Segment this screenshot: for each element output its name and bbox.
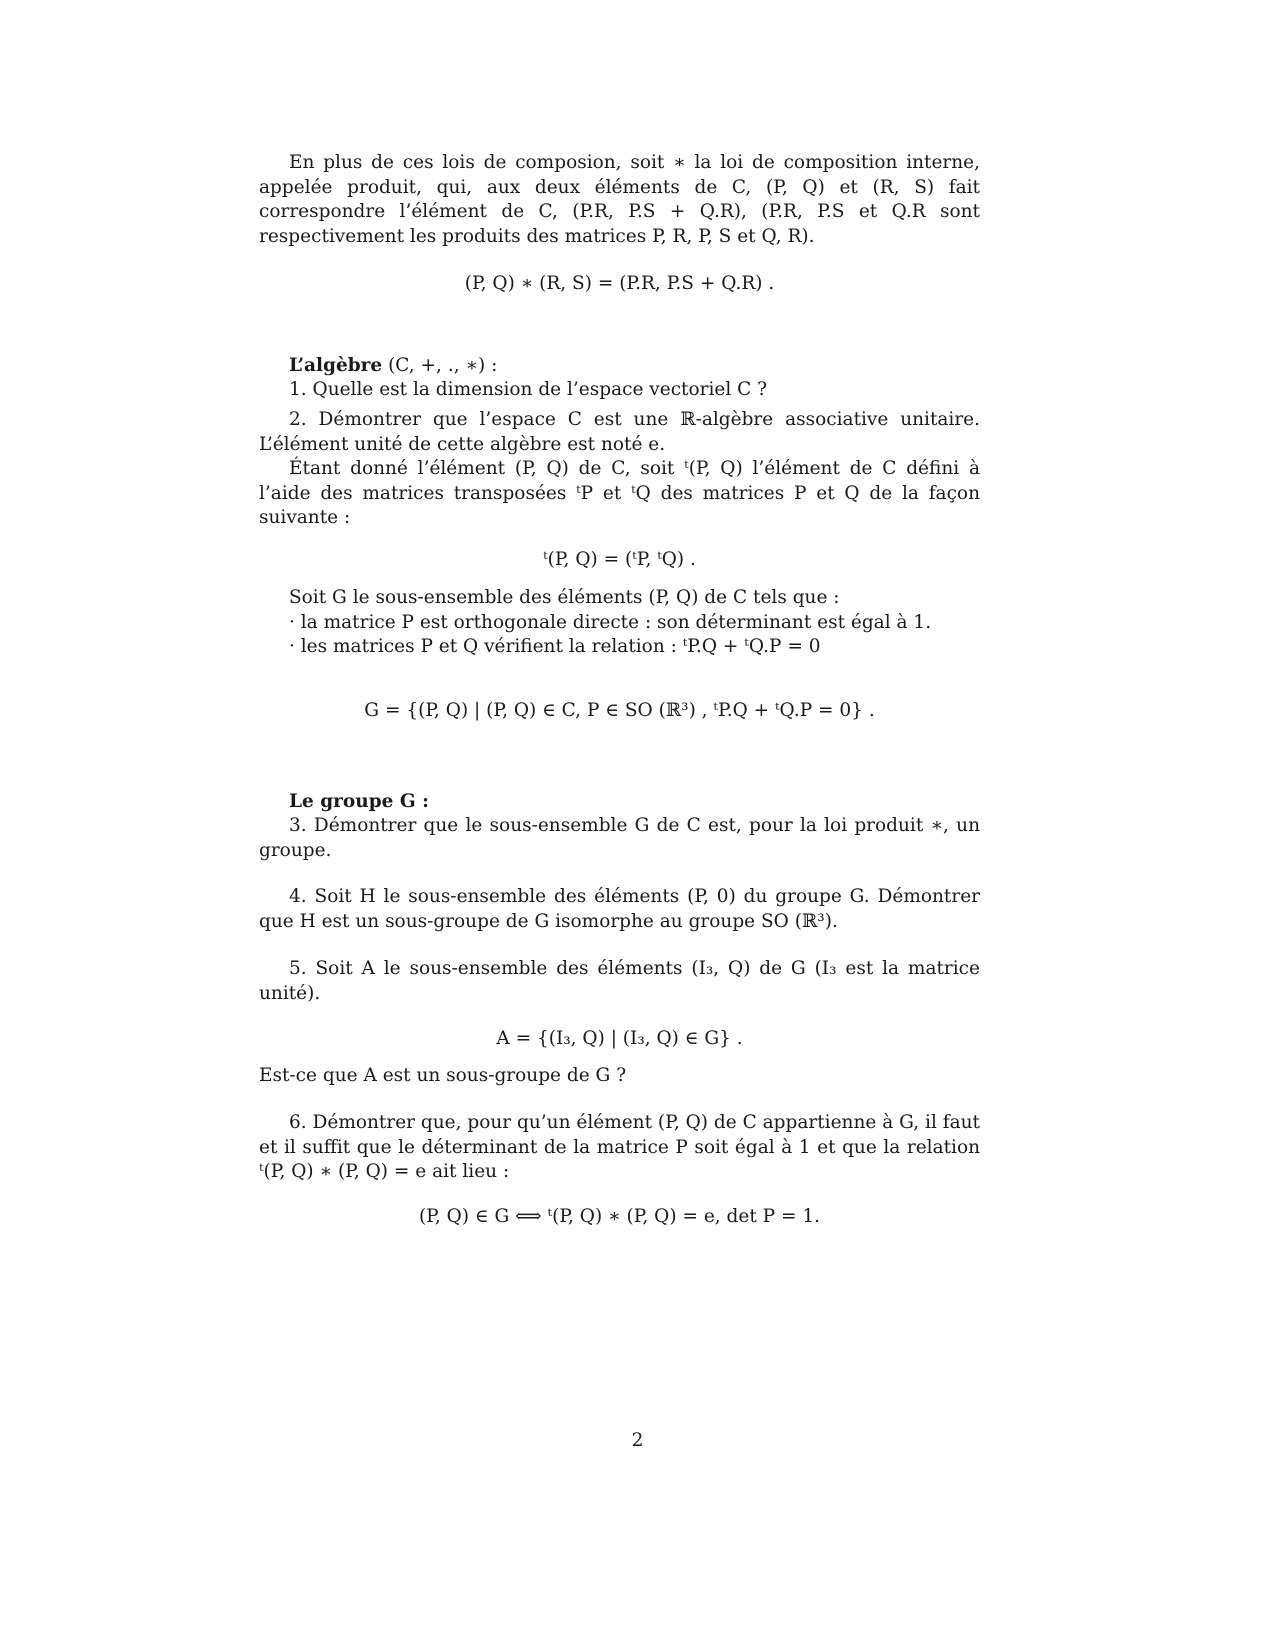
question-3: 3. Démontrer que le sous-ensemble G de C est, pour la loi produit ∗, un groupe. [259, 815, 980, 861]
algebra-heading-rest: (C, +, ., ∗) : [388, 355, 498, 376]
g-set-formula: G = {(P, Q) | (P, Q) ∈ C, P ∈ SO (ℝ³) , ᵗP.Q + ᵗQ.P = 0} . [364, 700, 875, 721]
intro-paragraph: En plus de ces lois de composion, soit ∗ la loi de composition interne, appelée produit, qui, aux deux éléments de C, (P, Q) et (R, S) fait correspondre l’élément de C, (P.R, P.S + Q.R), (P.R, P.S et Q.R sont respectivement les produits des matrices P, R, P, S et Q, R). [259, 152, 980, 247]
g-definition [259, 586, 1010, 660]
transpose-formula: ᵗ(P, Q) = (ᵗP, ᵗQ) . [543, 549, 696, 570]
algebra-heading [259, 354, 1010, 379]
question-5-followup: Est-ce que A est un sous-groupe de G ? [259, 1065, 627, 1086]
g-condition-1: · la matrice P est orthogonale directe : son déterminant est égal à 1. [289, 611, 932, 633]
question-5: 5. Soit A le sous-ensemble des éléments (I₃, Q) de G (I₃ est la matrice unité). [259, 958, 980, 1004]
product-formula: (P, Q) ∗ (R, S) = (P.R, P.S + Q.R) . [464, 273, 775, 294]
g-definition-line: Soit G le sous-ensemble des éléments (P, Q) de C tels que : [289, 587, 840, 608]
g-condition-2: · les matrices P et Q vérifient la relation : ᵗP.Q + ᵗQ.P = 0 [289, 636, 821, 657]
equivalence-formula: (P, Q) ∈ G ⟺ ᵗ(P, Q) ∗ (P, Q) = e, det P = 1. [418, 1206, 821, 1227]
question-6: 6. Démontrer que, pour qu’un élément (P, Q) de C appartienne à G, il faut et il suffit que le déterminant de la matrice P soit égal à 1 et que la relation ᵗ(P, Q) ∗ (P, Q) = e ait lieu : [259, 1112, 980, 1182]
page-number: 2 [631, 1430, 644, 1451]
group-heading: Le groupe G : [289, 791, 429, 812]
a-set-formula: A = {(I₃, Q) | (I₃, Q) ∈ G} . [496, 1028, 743, 1049]
algebra-heading-bold: L’algèbre [289, 355, 383, 376]
question-4: 4. Soit H le sous-ensemble des éléments (P, 0) du groupe G. Démontrer que H est un sous-groupe de G isomorphe au groupe SO (ℝ³). [259, 886, 980, 932]
question-1: 1. Quelle est la dimension de l’espace vectoriel C ? [289, 379, 768, 400]
question-2: 2. Démontrer que l’espace C est une ℝ-algèbre associative unitaire. L’élément unité de cette algèbre est noté e. [259, 409, 980, 455]
transpose-definition: Étant donné l’élément (P, Q) de C, soit ᵗ(P, Q) l’élément de C défini à l’aide des matrices transposées ᵗP et ᵗQ des matrices P et Q de la façon suivante : [259, 458, 980, 528]
